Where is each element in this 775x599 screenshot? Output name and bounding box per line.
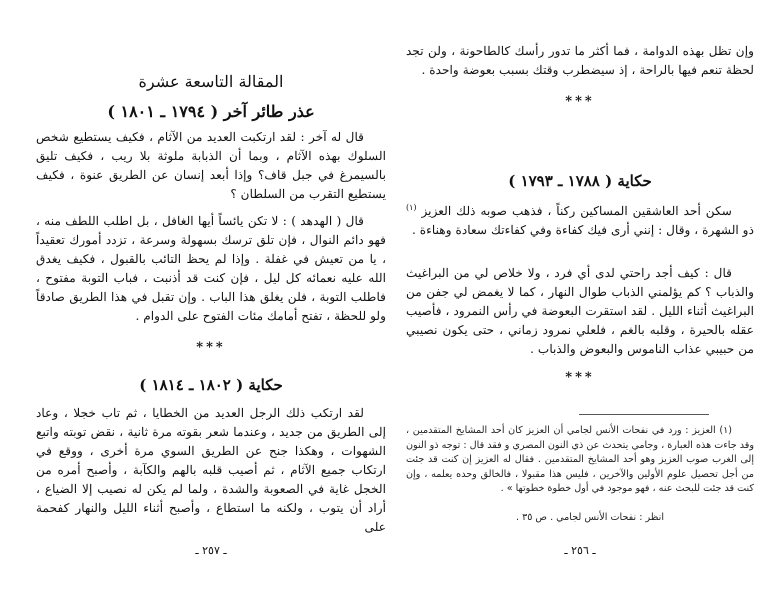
paragraph-text: قال له آخر : لقد ارتكبت العديد من الآثام ، فكيف يستطيع شخص السلوك بهذه الآثام ، وبما أن الذبابة ملوثة بلا ريب ، فكيف تليق بالسيمرغ في جبل قاف؟ وإذا أبعد إنسان عن الطريق عنوة ، فكيف يستطيع التقرب من السلطان ؟ <box>36 130 386 201</box>
chapter-title: المقالة التاسعة عشرة <box>138 72 284 91</box>
footnote-marker[interactable]: (١) <box>406 203 417 212</box>
paragraph <box>36 128 386 204</box>
page-number: ـ ٢٥٧ ـ <box>195 544 227 557</box>
section-title-story: حكاية ( ١٨٠٢ ـ ١٨١٤ ) <box>139 376 283 394</box>
paragraph <box>36 212 386 326</box>
paragraph-text: قال ( الهدهد ) : لا تكن يائساً أيها الغافل ، بل اطلب اللطف منه ، فهو دائم النوال ، فإن تلق ترسك بسهولة وسرعة ، تزدد أمورك تعقيداً ، يا من تعيش في غفلة . وإذا لم يحظ التائب بالقبول ، فكيف يغدق الله عليه نعمائه كل ليل ، فإن كنت قد أذنبت ، فباب التوبة مفتوح ، فاطلب التوبة ، فلن يغلق هذا الباب . وإن تقبل في هذا الطريق صادقاً ولو للحظة ، تفتح أمامك مئات الفتوح على الدوام . <box>36 214 386 323</box>
section-title-story: حكاية ( ١٧٨٨ ـ ١٧٩٣ ) <box>508 172 652 190</box>
paragraph-text: سكن أحد العاشقين المساكين ركناً ، فذهب صوبه ذلك العزيز <box>421 204 732 219</box>
footnote-source: انظر : نفحات الأنس لجامي . ص ٣٥ . <box>515 512 664 523</box>
section-separator: *** <box>565 94 595 109</box>
footnote-divider <box>579 414 709 415</box>
section-separator: *** <box>196 340 226 355</box>
footnote <box>406 424 754 497</box>
paragraph-text: لقد ارتكب ذلك الرجل العديد من الخطايا ، ثم تاب خجلا ، وعاد إلى الطريق من جديد ، وعندما شعر بقوته مرة ثانية ، نقض توبته واتبع الشهوات ، وهكذا جنح عن الطريق السوي مرة أخرى ، ووقع في ارتكاب جميع الآثام ، ثم أصيب قلبه بالهم والكآبة ، وأصبح أمره من الخجل غاية في الصعوبة والشدة ، ولما لم يكن له نصيب إلا الضياع ، أراد أن يتوب ، ولكنه ما استطاع ، وأصبح أثناء الليل والنهار كفحمة على <box>36 406 386 534</box>
section-title-apology: عذر طائر آخر ( ١٧٩٤ ـ ١٨٠١ ) <box>107 102 315 121</box>
paragraph <box>406 198 754 240</box>
paragraph <box>406 264 754 359</box>
left-page <box>36 0 386 599</box>
paragraph <box>36 404 386 537</box>
paragraph-text: قال : كيف أجد راحتي لدى أي فرد ، ولا خلاص لي من البراغيث والذباب ؟ كم يؤلمني الذباب طوال النهار ، كما لا يغمض لي جفن من البراغيث أثناء الليل . لقد استقرت البعوضة في رأس النمرود ، فأصيب عقله بالحيرة ، وقلبه بالغم ، فلعلي نمرود زماني ، حتى يكون نصيبي من حبيبي عذاب الناموس والبعوض والذباب . <box>406 266 754 356</box>
opening-paragraph: وإن تظل بهذه الدوامة ، فما أكثر ما تدور رأسك كالطاحونة ، ولن تجد لحظة تنعم فيها بالراحة ، إذ سيضطرب وقتك بسبب بعوضة واحدة . <box>406 44 754 77</box>
right-page <box>406 0 754 599</box>
page-number: ـ ٢٥٦ ـ <box>564 544 596 557</box>
paragraph-text: ذو الشهرة ، وقال : إنني أرى فيك كفاءة وفي كفاءتك سعادة وهناءة . <box>412 223 754 238</box>
footnote-text: (١) العزيز : ورد في نفحات الأنس لجامي أن العزيز كان أحد المشايخ المتقدمين ، وقد جاءت هذه العبارة ، وجامي يتحدث عن ذي النون المصري و فقد قال : توجه ذو النون إلى الغرب صوب العزيز وهو أحد المشايخ المتقدمين . فقال له العزيز إن كنت قد جئت من أجل تحصيل علوم الأولين والآخرين ، فليس هذا مقبولا ، فالخالق وحده يعلمه ، وإن كنت قد جئت للبحث عنه ، فهو موجود في أول خطوة خطوتها » . <box>406 425 754 494</box>
section-separator: *** <box>565 370 595 385</box>
